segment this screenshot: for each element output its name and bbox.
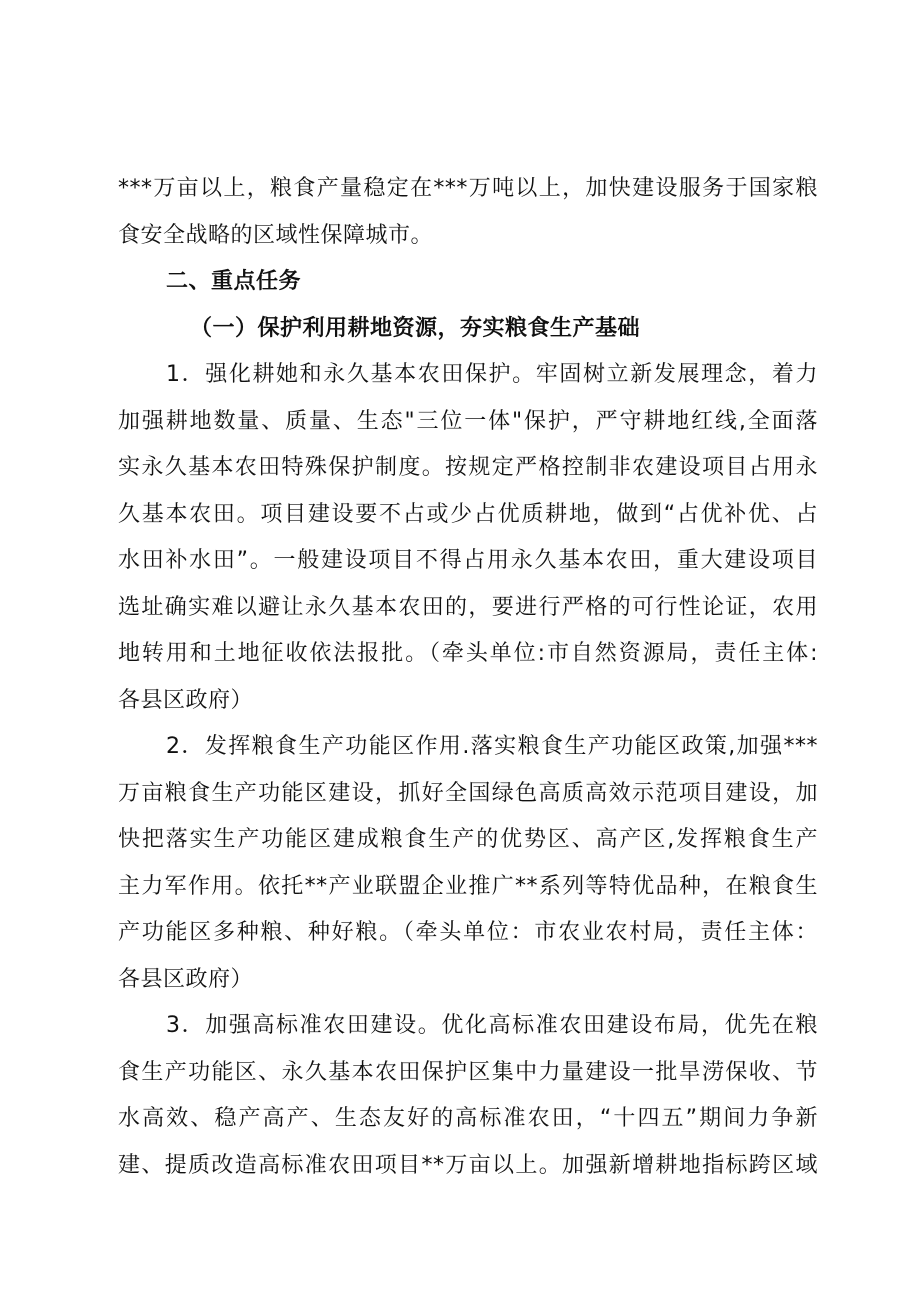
paragraph-line: 3．加强高标准农田建设。优化高标准农田建设布局，优先在粮 [166,1013,818,1038]
paragraph-line: 水田补水田”。一般建设项目不得占用永久基本农田，重大建设项目 [118,548,818,573]
paragraph-line: 万亩粮食生产功能区建设，抓好全国绿色高质高效示范项目建设，加 [118,780,818,806]
paragraph-line: 各县区政府） [118,966,254,992]
paragraph-line: 水高效、稳产高产、生态友好的高标准农田，“十四五”期间力争新 [118,1106,818,1131]
paragraph-line: 产功能区多种粮、种好粮。（牵头单位：市农业农村局，责任主体： [118,920,818,945]
paragraph-line: 主力军作用。依托**产业联盟企业推广**系列等特优品种，在粮食生 [118,873,818,899]
document-body [118,166,818,1189]
paragraph-line: 选址确实难以避让永久基本农田的，要进行严格的可行性论证，农用 [118,594,818,620]
paragraph-line: 食生产功能区、永久基本农田保护区集中力量建设一批旱涝保收、节 [118,1059,818,1085]
paragraph-line: 久基本农田。项目建设要不占或少占优质耕地，做到“占优补优、占 [118,501,818,527]
paragraph-line: 1．强化耕她和永久基本农田保护。牢固树立新发展理念，着力 [166,362,818,387]
subsection-title: （一）保护利用耕地资源，夯实粮食生产基础 [190,315,641,341]
intro-line-1: ***万亩以上，粮食产量稳定在***万吨以上，加快建设服务于国家粮 [118,176,818,201]
paragraph-line: 建、提质改造高标准农田项目**万亩以上。加强新增耕地指标跨区域 [118,1152,818,1178]
paragraph-line: 地转用和土地征收依法报批。（牵头单位:市自然资源局，责任主体: [118,641,818,666]
paragraph-line: 快把落实生产功能区建成粮食生产的优势区、高产区,发挥粮食生产 [118,827,818,852]
paragraph-item-2 [118,724,818,1003]
paragraph-line: 各县区政府） [118,687,254,713]
section-title: 二、重点任务 [166,269,302,294]
paragraph-item-1 [118,352,818,724]
paragraph-item-3 [118,1003,818,1189]
intro-line-2: 食安全战略的区域性保障城市。 [118,222,434,248]
paragraph-line: 加强耕地数量、质量、生态"三位一体"保护，严守耕地红线,全面落 [118,408,818,434]
paragraph-line: 2．发挥粮食生产功能区作用.落实粮食生产功能区政策,加强*** [166,734,818,759]
paragraph-line: 实永久基本农田特殊保护制度。按规定严格控制非农建设项目占用永 [118,455,818,480]
